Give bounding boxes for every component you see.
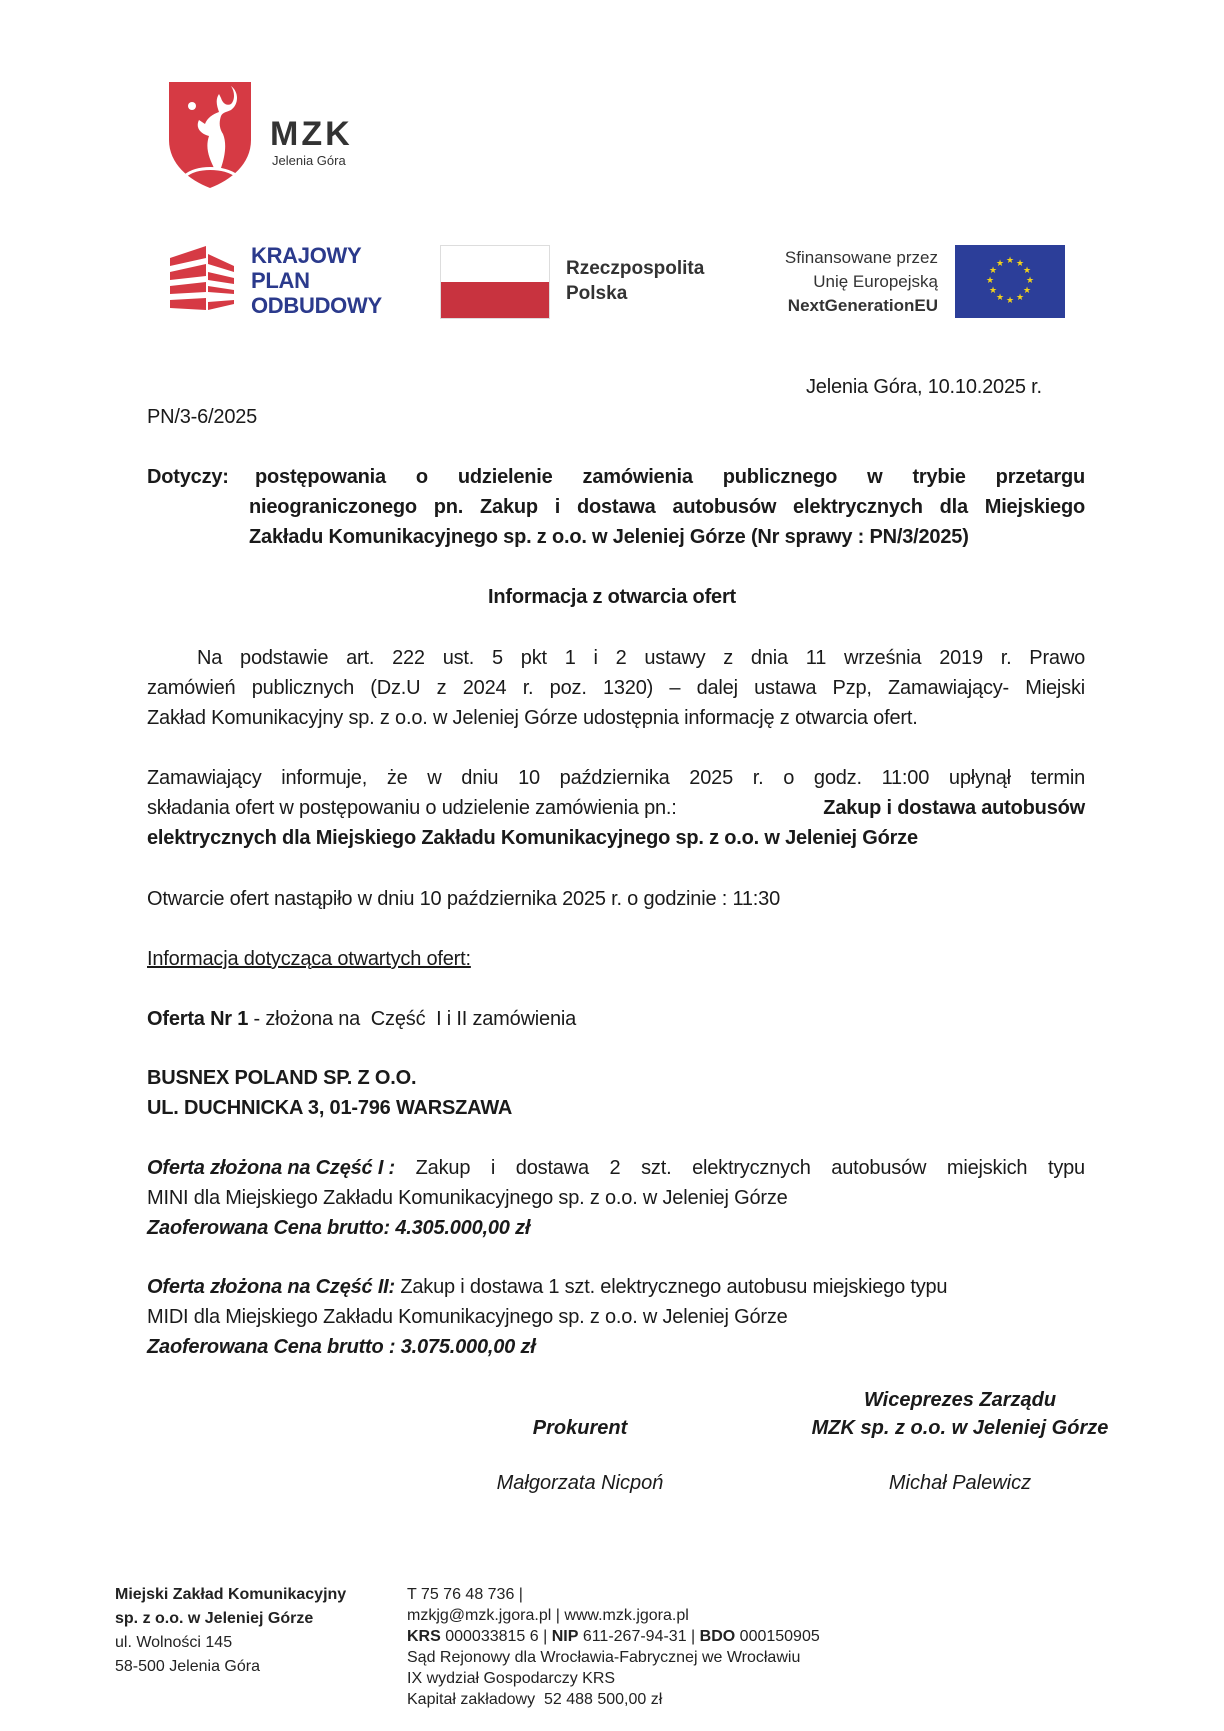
footer-court-1: Sąd Rejonowy dla Wrocławia-Fabrycznej we Wrocławiu (407, 1649, 801, 1666)
offer-1-header (147, 1004, 576, 1034)
footer-phone: T 75 76 48 736 | (407, 1586, 523, 1603)
svg-text:★: ★ (1005, 295, 1015, 305)
svg-text:★: ★ (1025, 275, 1035, 285)
mzk-logo-name: MZK (270, 115, 353, 153)
offer-1-company: BUSNEX POLAND SP. Z O.O. (147, 1067, 417, 1089)
reference-number: PN/3-6/2025 (147, 406, 258, 428)
kpo-building-icon (168, 244, 238, 314)
document-title: Informacja z otwarcia ofert (488, 586, 736, 608)
part-1-label: Oferta złożona na Część I : (147, 1157, 395, 1179)
footer-capital: Kapitał zakładowy 52 488 500,00 zł (407, 1691, 663, 1708)
subject-line-1: postępowania o udzielenie zamówienia publicznego w trybie przetargu (255, 466, 1085, 488)
svg-text:★: ★ (985, 275, 995, 285)
footer-court-2: IX wydział Gospodarczy KRS (407, 1670, 616, 1687)
right-signatory-name: Michał Palewicz (888, 1472, 1032, 1494)
footer-street: ul. Wolności 145 (115, 1634, 233, 1651)
footer-company-name-2: sp. z o.o. w Jeleniej Górze (115, 1610, 314, 1627)
footer-company-block (115, 1583, 346, 1679)
polish-flag-icon (440, 245, 550, 319)
offer-1-part-2-line-2: MIDI dla Miejskiego Zakładu Komunikacyjnego sp. z o.o. w Jeleniej Górze (147, 1306, 788, 1328)
right-signatory-title-2: MZK sp. z o.o. w Jeleniej Górze (811, 1417, 1109, 1439)
rp-logo-text: Rzeczpospolita Polska (566, 258, 705, 304)
deer-shield-icon (165, 78, 255, 190)
footer-registry: KRS 000033815 6 | NIP 611-267-94-31 | BDO 000150905 (407, 1628, 820, 1645)
offer-1-part-1-price: Zaoferowana Cena brutto: 4.305.000,00 zł (147, 1217, 531, 1239)
opening-info: Otwarcie ofert nastąpiło w dniu 10 października 2025 r. o godzinie : 11:30 (147, 888, 781, 910)
footer-city: 58-500 Jelenia Góra (115, 1658, 260, 1675)
footer-contact-block (407, 1584, 820, 1710)
paragraph-2-line-2: składania ofert w postępowaniu o udzielenie zamówienia pn.: Zakup i dostawa autobusów (147, 797, 1085, 819)
svg-text:★: ★ (1015, 292, 1025, 302)
paragraph-2-line-3: elektrycznych dla Miejskiego Zakładu Komunikacyjnego sp. z o.o. w Jeleniej Górze (147, 827, 918, 849)
svg-text:★: ★ (1005, 255, 1015, 265)
subject-label: Dotyczy: (147, 466, 229, 488)
offer-1-part-2-price: Zaoferowana Cena brutto : 3.075.000,00 zł (147, 1336, 536, 1358)
left-signatory-name: Małgorzata Nicpoń (496, 1472, 664, 1494)
offer-1-part-1-line-1: Oferta złożona na Część I : Zakup i dostawa 2 szt. elektrycznych autobusów miejskich typu (147, 1153, 1085, 1183)
svg-text:★: ★ (1022, 285, 1032, 295)
paragraph-1-line-2: zamówień publicznych (Dz.U z 2024 r. poz. 1320) – dalej ustawa Pzp, Zamawiający- Miejski (147, 677, 1085, 699)
paragraph-1-line-3: Zakład Komunikacyjny sp. z o.o. w Jeleniej Górze udostępnia informację z otwarcia ofert. (147, 707, 918, 729)
footer-company-name: Miejski Zakład Komunikacyjny (115, 1586, 347, 1603)
offers-heading: Informacja dotycząca otwartych ofert: (147, 948, 471, 970)
svg-text:★: ★ (988, 285, 998, 295)
offer-1-part-2-line-1: Oferta złożona na Część II: Zakup i dostawa 1 szt. elektrycznego autobusu miejskiego typu (147, 1276, 948, 1298)
offer-1-label: Oferta Nr 1 (147, 1008, 249, 1030)
subject-line-3: Zakładu Komunikacyjnego sp. z o.o. w Jeleniej Górze (Nr sprawy : PN/3/2025) (249, 526, 969, 548)
offer-1-part-1-line-2: MINI dla Miejskiego Zakładu Komunikacyjnego sp. z o.o. w Jeleniej Górze (147, 1187, 788, 1209)
svg-text:★: ★ (995, 292, 1005, 302)
eu-funding-text: Sfinansowane przez Unię Europejską NextGenerationEU (784, 248, 938, 315)
svg-text:★: ★ (1022, 265, 1032, 275)
offer-1-desc: - złożona na Część I i II zamówienia (248, 1008, 577, 1030)
kpo-logo-text: KRAJOWY PLAN ODBUDOWY (251, 243, 382, 318)
mzk-crest-logo (165, 78, 255, 190)
paragraph-1-line-1: Na podstawie art. 222 ust. 5 pkt 1 i 2 ustawy z dnia 11 września 2019 r. Prawo (197, 647, 1085, 669)
paragraph-2-line-1: Zamawiający informuje, że w dniu 10 października 2025 r. o godz. 11:00 upłynął termin (147, 767, 1085, 789)
place-date: Jelenia Góra, 10.10.2025 r. (806, 376, 1042, 398)
eu-flag-icon (955, 245, 1065, 318)
svg-text:★: ★ (1015, 258, 1025, 268)
right-signatory-title-1: Wiceprezes Zarządu (863, 1389, 1057, 1411)
subject-line-2: nieograniczonego pn. Zakup i dostawa autobusów elektrycznych dla Miejskiego (249, 496, 1085, 518)
part-2-label: Oferta złożona na Część II: (147, 1276, 395, 1298)
svg-text:★: ★ (995, 258, 1005, 268)
left-signatory-title: Prokurent (532, 1417, 628, 1439)
svg-text:★: ★ (988, 265, 998, 275)
mzk-logo-city: Jelenia Góra (272, 153, 346, 168)
offer-1-address: UL. DUCHNICKA 3, 01-796 WARSZAWA (147, 1097, 513, 1119)
footer-email-web[interactable]: mzkjg@mzk.jgora.pl | www.mzk.jgora.pl (407, 1607, 689, 1624)
